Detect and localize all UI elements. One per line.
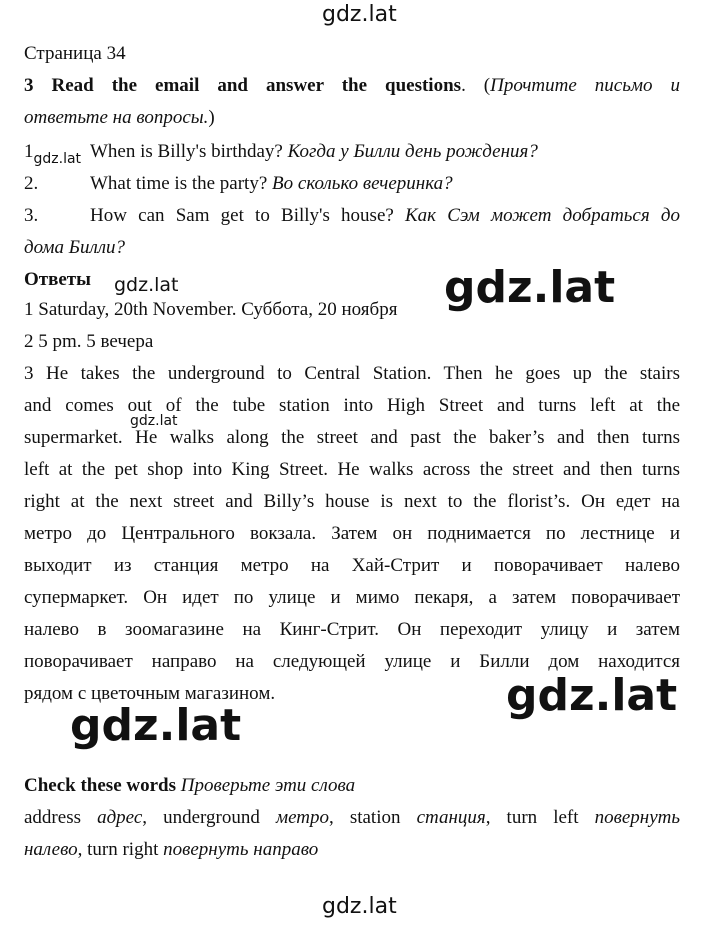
question-2 [24,168,680,200]
task-heading-punct: . ( [461,75,491,96]
answer-3-line: 3 He takes the underground to Central Station. Then he goes up the stairs [24,363,680,384]
answer-3-line: left at the pet shop into King Street. He walks across the street and then turns [24,459,680,480]
check-words-title: Check these words [24,775,176,796]
question-number: $1_{gdz.lat}$ [24,141,82,167]
question-en: How can Sam get to Billy's house? [90,205,394,226]
watermark-mid: gdz.lat [130,413,178,429]
word-en: station [349,807,401,828]
question-ru: Как Сэм может добраться до [405,205,681,226]
watermark-bottom: gdz.lat [322,894,397,919]
word-en: underground [163,807,260,828]
word-en: address [24,807,81,828]
word-ru: метро [275,807,329,828]
question-1 [24,136,680,169]
answers-heading: Ответы [24,269,91,290]
task-heading-en: 3 Read the email and answer the questions [24,75,462,96]
word-ru: повернуть [594,807,681,828]
question-ru-cont: дома Билли? [24,237,126,258]
watermark-large-right-top: gdz.lat [444,262,616,313]
task-heading-ru-cont: ответьте на вопросы. [24,107,209,128]
question-3-cont [24,232,680,264]
answer-3-line: налево в зоомагазине на Кинг-Стрит. Он переходит улицу и затем [24,619,680,640]
page-label: Страница 34 [24,43,126,64]
answer-3-line: рядом с цветочным магазином. [24,683,276,704]
question-ru: Когда у Билли день рождения? [287,141,538,162]
answer-3-line: метро до Центрального вокзала. Затем он поднимается по лестнице и [24,523,680,544]
word-en: turn right [87,839,159,860]
answer-3-line: right at the next street and Billy’s house is next to the florist’s. Он едет на [24,491,680,512]
task-heading [24,70,680,102]
word-ru: адрес [97,807,143,828]
check-words-heading [24,770,680,802]
watermark-top: gdz.lat [322,2,397,27]
question-number: 2. [24,173,39,194]
check-words-line-2: налево, turn right повернуть направо [24,839,319,860]
watermark-inline: gdz.lat [33,151,82,167]
task-heading-cont [24,102,680,134]
answer-1: 1 Saturday, 20th November. Суббота, 20 ноября [24,299,398,320]
answer-2: 2 5 pm. 5 вечера [24,331,154,352]
answer-3-line: супермаркет. Он идет по улице и мимо пекаря, а затем поворачивает [24,587,680,608]
word-ru: станция [416,807,486,828]
question-en: What time is the party? [90,173,268,194]
check-words-line-1: address адрес, underground метро, station станция, turn left повернуть [24,807,681,828]
watermark-answers: gdz.lat [114,274,179,296]
task-heading-ru: Прочтите письмо и [490,75,681,96]
word-ru: повернуть направо [163,839,319,860]
answer-3-line: выходит из станция метро на Хай-Стрит и поворачивает налево [24,555,680,576]
answer-3-line: and comes out of the tube station into High Street and turns left at the [24,395,680,416]
word-ru: налево [24,839,78,860]
word-en: turn left [506,807,579,828]
task-heading-close: ) [208,107,215,128]
watermark-large-left: gdz.lat [70,700,242,751]
question-number: 3. [24,205,39,226]
check-words-title-ru: Проверьте эти слова [180,775,356,796]
answer-3-line: supermarket. He walks along the street and past the baker’s and then turns [24,427,680,448]
answer-3-line: поворачивает направо на следующей улице и Билли дом находится [24,651,680,672]
question-ru: Во сколько вечеринка? [272,173,453,194]
question-en: When is Billy's birthday? [90,141,283,162]
question-3 [24,200,680,232]
watermark-large-right-bottom: gdz.lat [506,670,678,721]
